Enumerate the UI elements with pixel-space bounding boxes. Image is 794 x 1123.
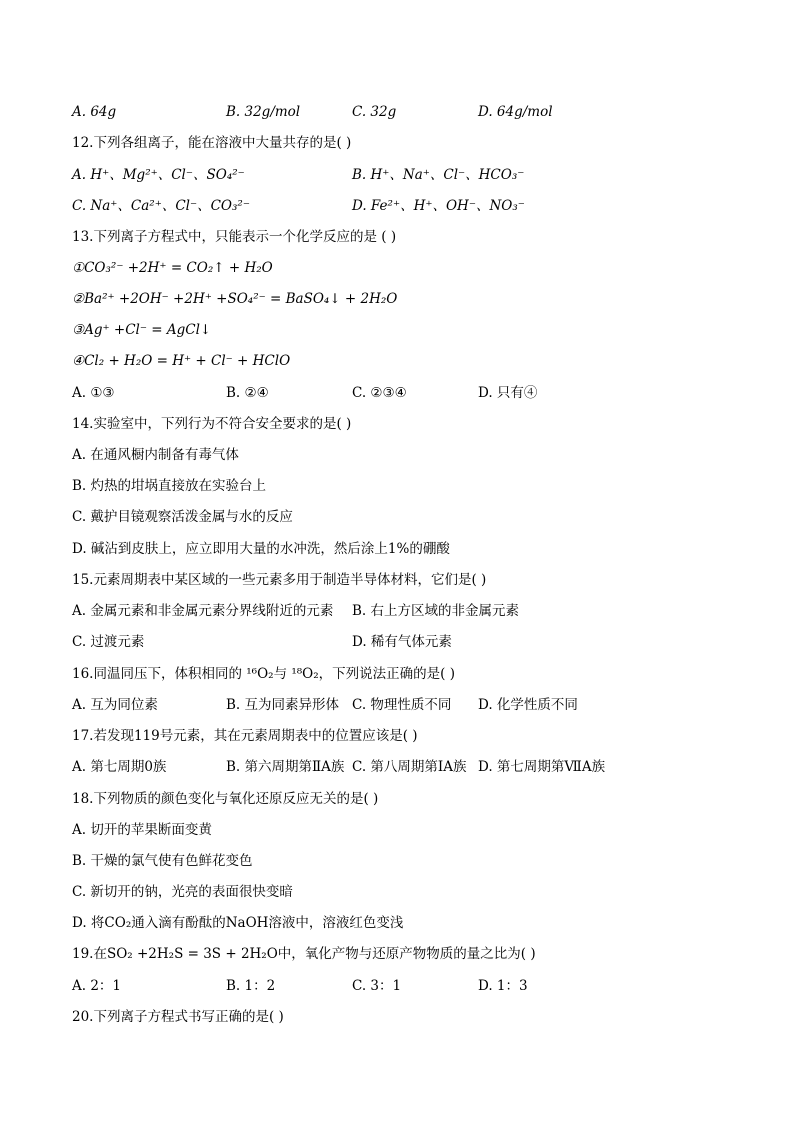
q15-option-a: A. 金属元素和非金属元素分界线附近的元素 — [72, 603, 334, 619]
question-14-stem: 14.实验室中，下列行为不符合安全要求的是( ) — [72, 416, 352, 432]
q19-option-c: C. 3：1 — [352, 978, 402, 994]
question-20-stem: 20.下列离子方程式书写正确的是( ) — [72, 1009, 284, 1025]
q18-option-d: D. 将CO₂通入滴有酚酞的NaOH溶液中，溶液红色变浅 — [72, 915, 404, 931]
question-12-stem: 12.下列各组离子，能在溶液中大量共存的是( ) — [72, 135, 352, 151]
q18-option-b: B. 干燥的氯气使有色鲜花变色 — [72, 853, 253, 869]
q13-option-a: A. ①③ — [72, 385, 115, 401]
option-a: A. 64g — [72, 104, 117, 120]
q12-option-a: A. H⁺、Mg²⁺、Cl⁻、SO₄²⁻ — [72, 167, 245, 183]
equation-4: ④Cl₂ + H₂O = H⁺ + Cl⁻ + HClO — [72, 353, 291, 369]
option-d: D. 64g/mol — [478, 104, 553, 120]
question-18-stem: 18.下列物质的颜色变化与氧化还原反应无关的是( ) — [72, 791, 379, 807]
q15-option-c: C. 过渡元素 — [72, 634, 145, 650]
q19-option-b: B. 1：2 — [226, 978, 276, 994]
q19-option-d: D. 1：3 — [478, 978, 528, 994]
q16-option-c: C. 物理性质不同 — [352, 697, 452, 713]
q18-option-a: A. 切开的苹果断面变黄 — [72, 822, 212, 838]
q14-option-b: B. 灼热的坩埚直接放在实验台上 — [72, 478, 267, 494]
q16-option-d: D. 化学性质不同 — [478, 697, 578, 713]
question-17-stem: 17.若发现119号元素，其在元素周期表中的位置应该是( ) — [72, 728, 418, 744]
q17-option-c: C. 第八周期第ⅠA族 — [352, 759, 467, 775]
q14-option-d: D. 碱沾到皮肤上，应立即用大量的水冲洗，然后涂上1%的硼酸 — [72, 541, 450, 557]
q14-option-a: A. 在通风橱内制备有毒气体 — [72, 447, 239, 463]
question-19-stem: 19.在SO₂ +2H₂S = 3S + 2H₂O中，氧化产物与还原产物物质的量之比为( ) — [72, 946, 536, 962]
q13-option-d: D. 只有④ — [478, 385, 538, 401]
q16-option-b: B. 互为同素异形体 — [226, 697, 340, 713]
q13-option-c: C. ②③④ — [352, 385, 407, 401]
q13-option-b: B. ②④ — [226, 385, 269, 401]
q15-option-d: D. 稀有气体元素 — [352, 634, 452, 650]
equation-1: ①CO₃²⁻ +2H⁺ = CO₂↑ + H₂O — [72, 260, 273, 276]
option-c: C. 32g — [352, 104, 397, 120]
equation-2: ②Ba²⁺ +2OH⁻ +2H⁺ +SO₄²⁻ = BaSO₄↓ + 2H₂O — [72, 291, 398, 307]
question-13-stem: 13.下列离子方程式中，只能表示一个化学反应的是 ( ) — [72, 229, 397, 245]
q14-option-c: C. 戴护目镜观察活泼金属与水的反应 — [72, 509, 293, 525]
q17-option-b: B. 第六周期第ⅡA族 — [226, 759, 345, 775]
q18-option-c: C. 新切开的钠，光亮的表面很快变暗 — [72, 884, 293, 900]
q15-option-b: B. 右上方区域的非金属元素 — [352, 603, 520, 619]
option-b: B. 32g/mol — [226, 104, 301, 120]
q17-option-d: D. 第七周期第ⅦA族 — [478, 759, 606, 775]
equation-3: ③Ag⁺ +Cl⁻ = AgCl↓ — [72, 322, 212, 338]
q12-option-b: B. H⁺、Na⁺、Cl⁻、HCO₃⁻ — [352, 167, 525, 183]
q12-option-c: C. Na⁺、Ca²⁺、Cl⁻、CO₃²⁻ — [72, 198, 250, 214]
q16-option-a: A. 互为同位素 — [72, 697, 158, 713]
q12-option-d: D. Fe²⁺、H⁺、OH⁻、NO₃⁻ — [352, 198, 525, 214]
question-15-stem: 15.元素周期表中某区域的一些元素多用于制造半导体材料，它们是( ) — [72, 572, 487, 588]
q17-option-a: A. 第七周期0族 — [72, 759, 167, 775]
question-16-stem: 16.同温同压下，体积相同的 ¹⁶O₂与 ¹⁸O₂，下列说法正确的是( ) — [72, 666, 455, 682]
q19-option-a: A. 2：1 — [72, 978, 122, 994]
